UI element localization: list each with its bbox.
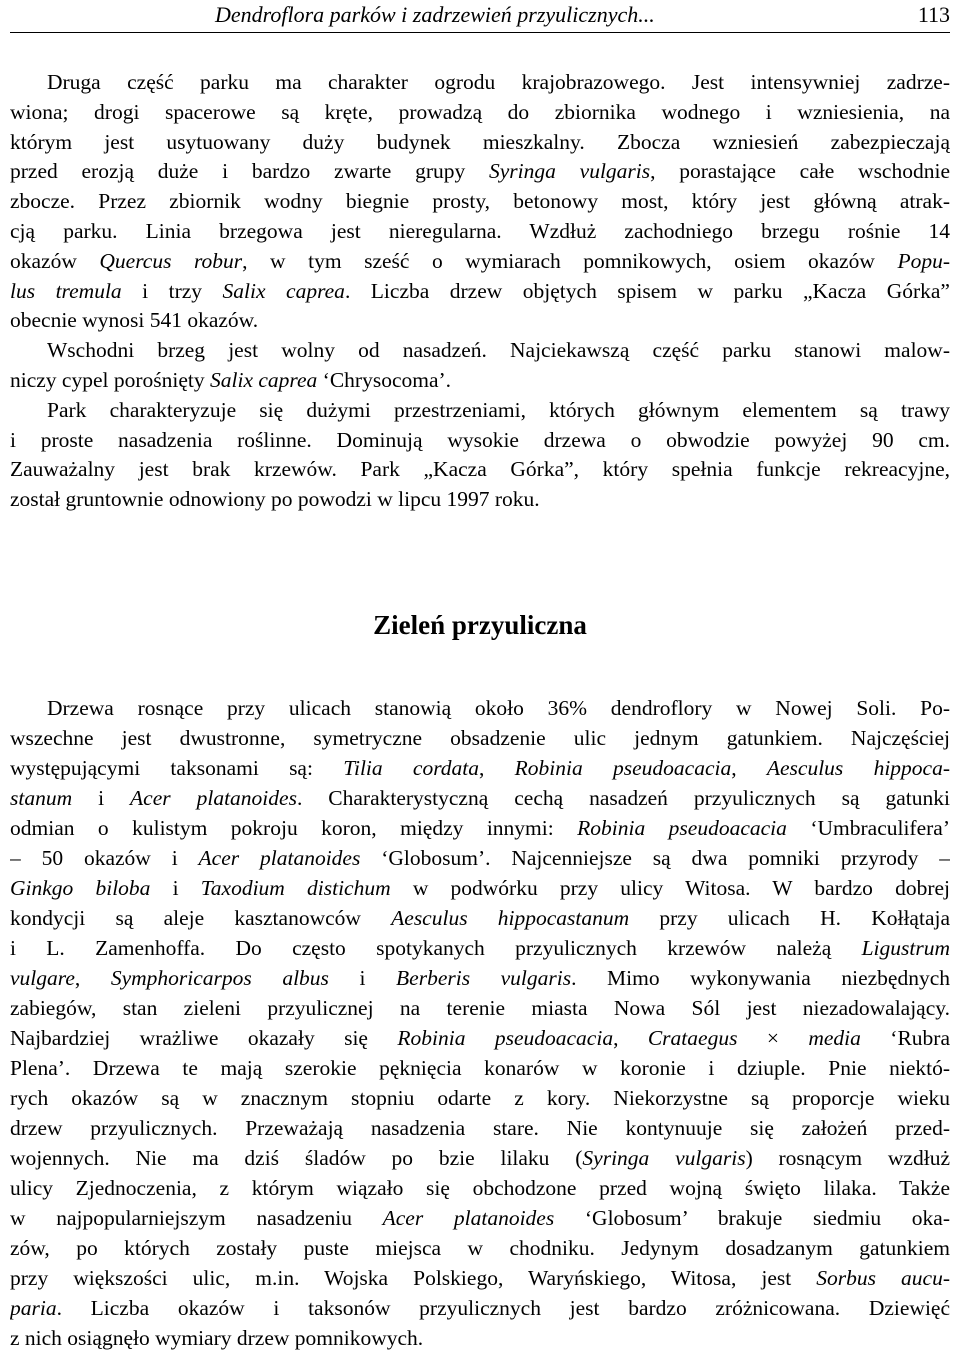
text-line: przy większości ulic, m.in. Wojska Polskiego, Waryńskiego, Witosa, jest Sorbus aucu- (10, 1266, 950, 1290)
text-line: zbocze. Przez zbiornik wodny biegnie prosty, betonowy most, który jest główną atrak- (10, 189, 950, 214)
text-line: odmian o kulistym pokroju koron, między innymi: Robinia pseudoacacia ‘Umbraculifera’ (10, 816, 950, 840)
text-line: zabiegów, stan zieleni przyulicznej na terenie miasta Nowa Sól jest niezadowalający. (10, 996, 950, 1020)
text-line: którym jest usytuowany duży budynek mieszkalny. Zbocza wzniesień zabezpieczają (10, 129, 950, 154)
text-line: lus tremula i trzy Salix caprea. Liczba drzew objętych spisem w parku „Kacza Górka” (10, 278, 950, 303)
text-line: i L. Zamenhoffa. Do często spotykanych przyulicznych krzewów należą Ligustrum (10, 936, 950, 960)
text-line: obecnie wynosi 541 okazów. (10, 308, 259, 333)
text-line: okazów Quercus robur, w tym sześć o wymiarach pomnikowych, osiem okazów Popu- (10, 248, 950, 273)
text-line: Druga część parku ma charakter ogrodu krajobrazowego. Jest intensywniej zadrze- (47, 70, 950, 94)
text-line: niczy cypel porośnięty Salix caprea ‘Chrysocoma’. (10, 368, 452, 392)
text-line: w najpopularniejszym nasadzeniu Acer platanoides ‘Globosum’ brakuje siedmiu oka- (10, 1206, 950, 1230)
page-header (10, 0, 950, 34)
text-line: cją parku. Linia brzegowa jest nieregularna. Wzdłuż zachodniego brzegu rośnie 14 (10, 219, 950, 243)
text-line: wojennych. Nie ma dziś śladów po bzie lilaku (Syringa vulgaris) rosnącym wzdłuż (10, 1146, 950, 1170)
text-line: wiona; drogi spacerowe są kręte, prowadzą do zbiornika wodnego i wzniesienia, na (10, 99, 950, 124)
text-line: paria. Liczba okazów i taksonów przyulicznych jest bardzo zróżnicowana. Dziewięć (10, 1296, 950, 1320)
page-number: 113 (917, 2, 950, 27)
text-line: przed erozją duże i bardzo zwarte grupy Syringa vulgaris, porastające całe wschodnie (10, 159, 950, 184)
text-line: – 50 okazów i Acer platanoides ‘Globosum’. Najcenniejsze są dwa pomniki przyrody – (10, 846, 950, 870)
text-line: Plena’. Drzewa te mają szerokie pęknięcia konarów w koronie i dziuple. Pnie niektó- (10, 1056, 950, 1080)
section-heading: Zieleń przyuliczna (373, 610, 587, 640)
text-line: ulicy Zjednoczenia, z którym wiązało się obchodzone przed wojną święto lilaka. Także (10, 1176, 950, 1200)
text-line: Wschodni brzeg jest wolny od nasadzeń. Najciekawszą część parku stanowi malow- (47, 338, 950, 363)
text-line: z nich osiągnęło wymiary drzew pomnikowych. (10, 1326, 424, 1350)
running-title: Dendroflora parków i zadrzewień przyulicznych... (215, 2, 655, 27)
text-line: Drzewa rosnące przy ulicach stanowią około 36% dendroflory w Nowej Soli. Po- (47, 696, 950, 720)
text-line: kondycji są aleje kasztanowców Aesculus hippocastanum przy ulicach H. Kołłątaja (10, 906, 950, 930)
text-line: vulgare, Symphoricarpos albus i Berberis vulgaris. Mimo wykonywania niezbędnych (10, 966, 950, 990)
header-rule (10, 32, 950, 33)
text-line: zów, po których zostały puste miejsca w chodniku. Jedynym dosadzanym gatunkiem (10, 1236, 950, 1260)
text-line: Najbardziej wrażliwe okazały się Robinia pseudoacacia, Crataegus × media ‘Rubra (10, 1026, 950, 1050)
text-line: i proste nasadzenia roślinne. Dominują wysokie drzewa o obwodzie powyżej 90 cm. (10, 427, 950, 452)
text-line: został gruntownie odnowiony po powodzi w lipcu 1997 roku. (10, 487, 540, 512)
text-line: występującymi taksonami są: Tilia cordata, Robinia pseudoacacia, Aesculus hippoca- (10, 756, 950, 780)
text-line: drzew przyulicznych. Przeważają nasadzenia stare. Nie kontynuuje się założeń przed- (10, 1116, 950, 1140)
text-line: stanum i Acer platanoides. Charakterystyczną cechą nasadzeń przyulicznych są gatunki (10, 786, 950, 810)
text-line: Zauważalny jest brak krzewów. Park „Kacza Górka”, który spełnia funkcje rekreacyjne, (10, 457, 950, 482)
text-line: Park charakteryzuje się dużymi przestrzeniami, których głównym elementem są trawy (47, 397, 950, 422)
text-line: wszechne jest dwustronne, symetryczne obsadzenie ulic jednym gatunkiem. Najczęściej (10, 726, 950, 750)
text-line: Ginkgo biloba i Taxodium distichum w podwórku przy ulicy Witosa. W bardzo dobrej (10, 876, 950, 900)
text-line: rych okazów są w znacznym stopniu odarte z kory. Niekorzystne są proporcje wieku (10, 1086, 950, 1110)
